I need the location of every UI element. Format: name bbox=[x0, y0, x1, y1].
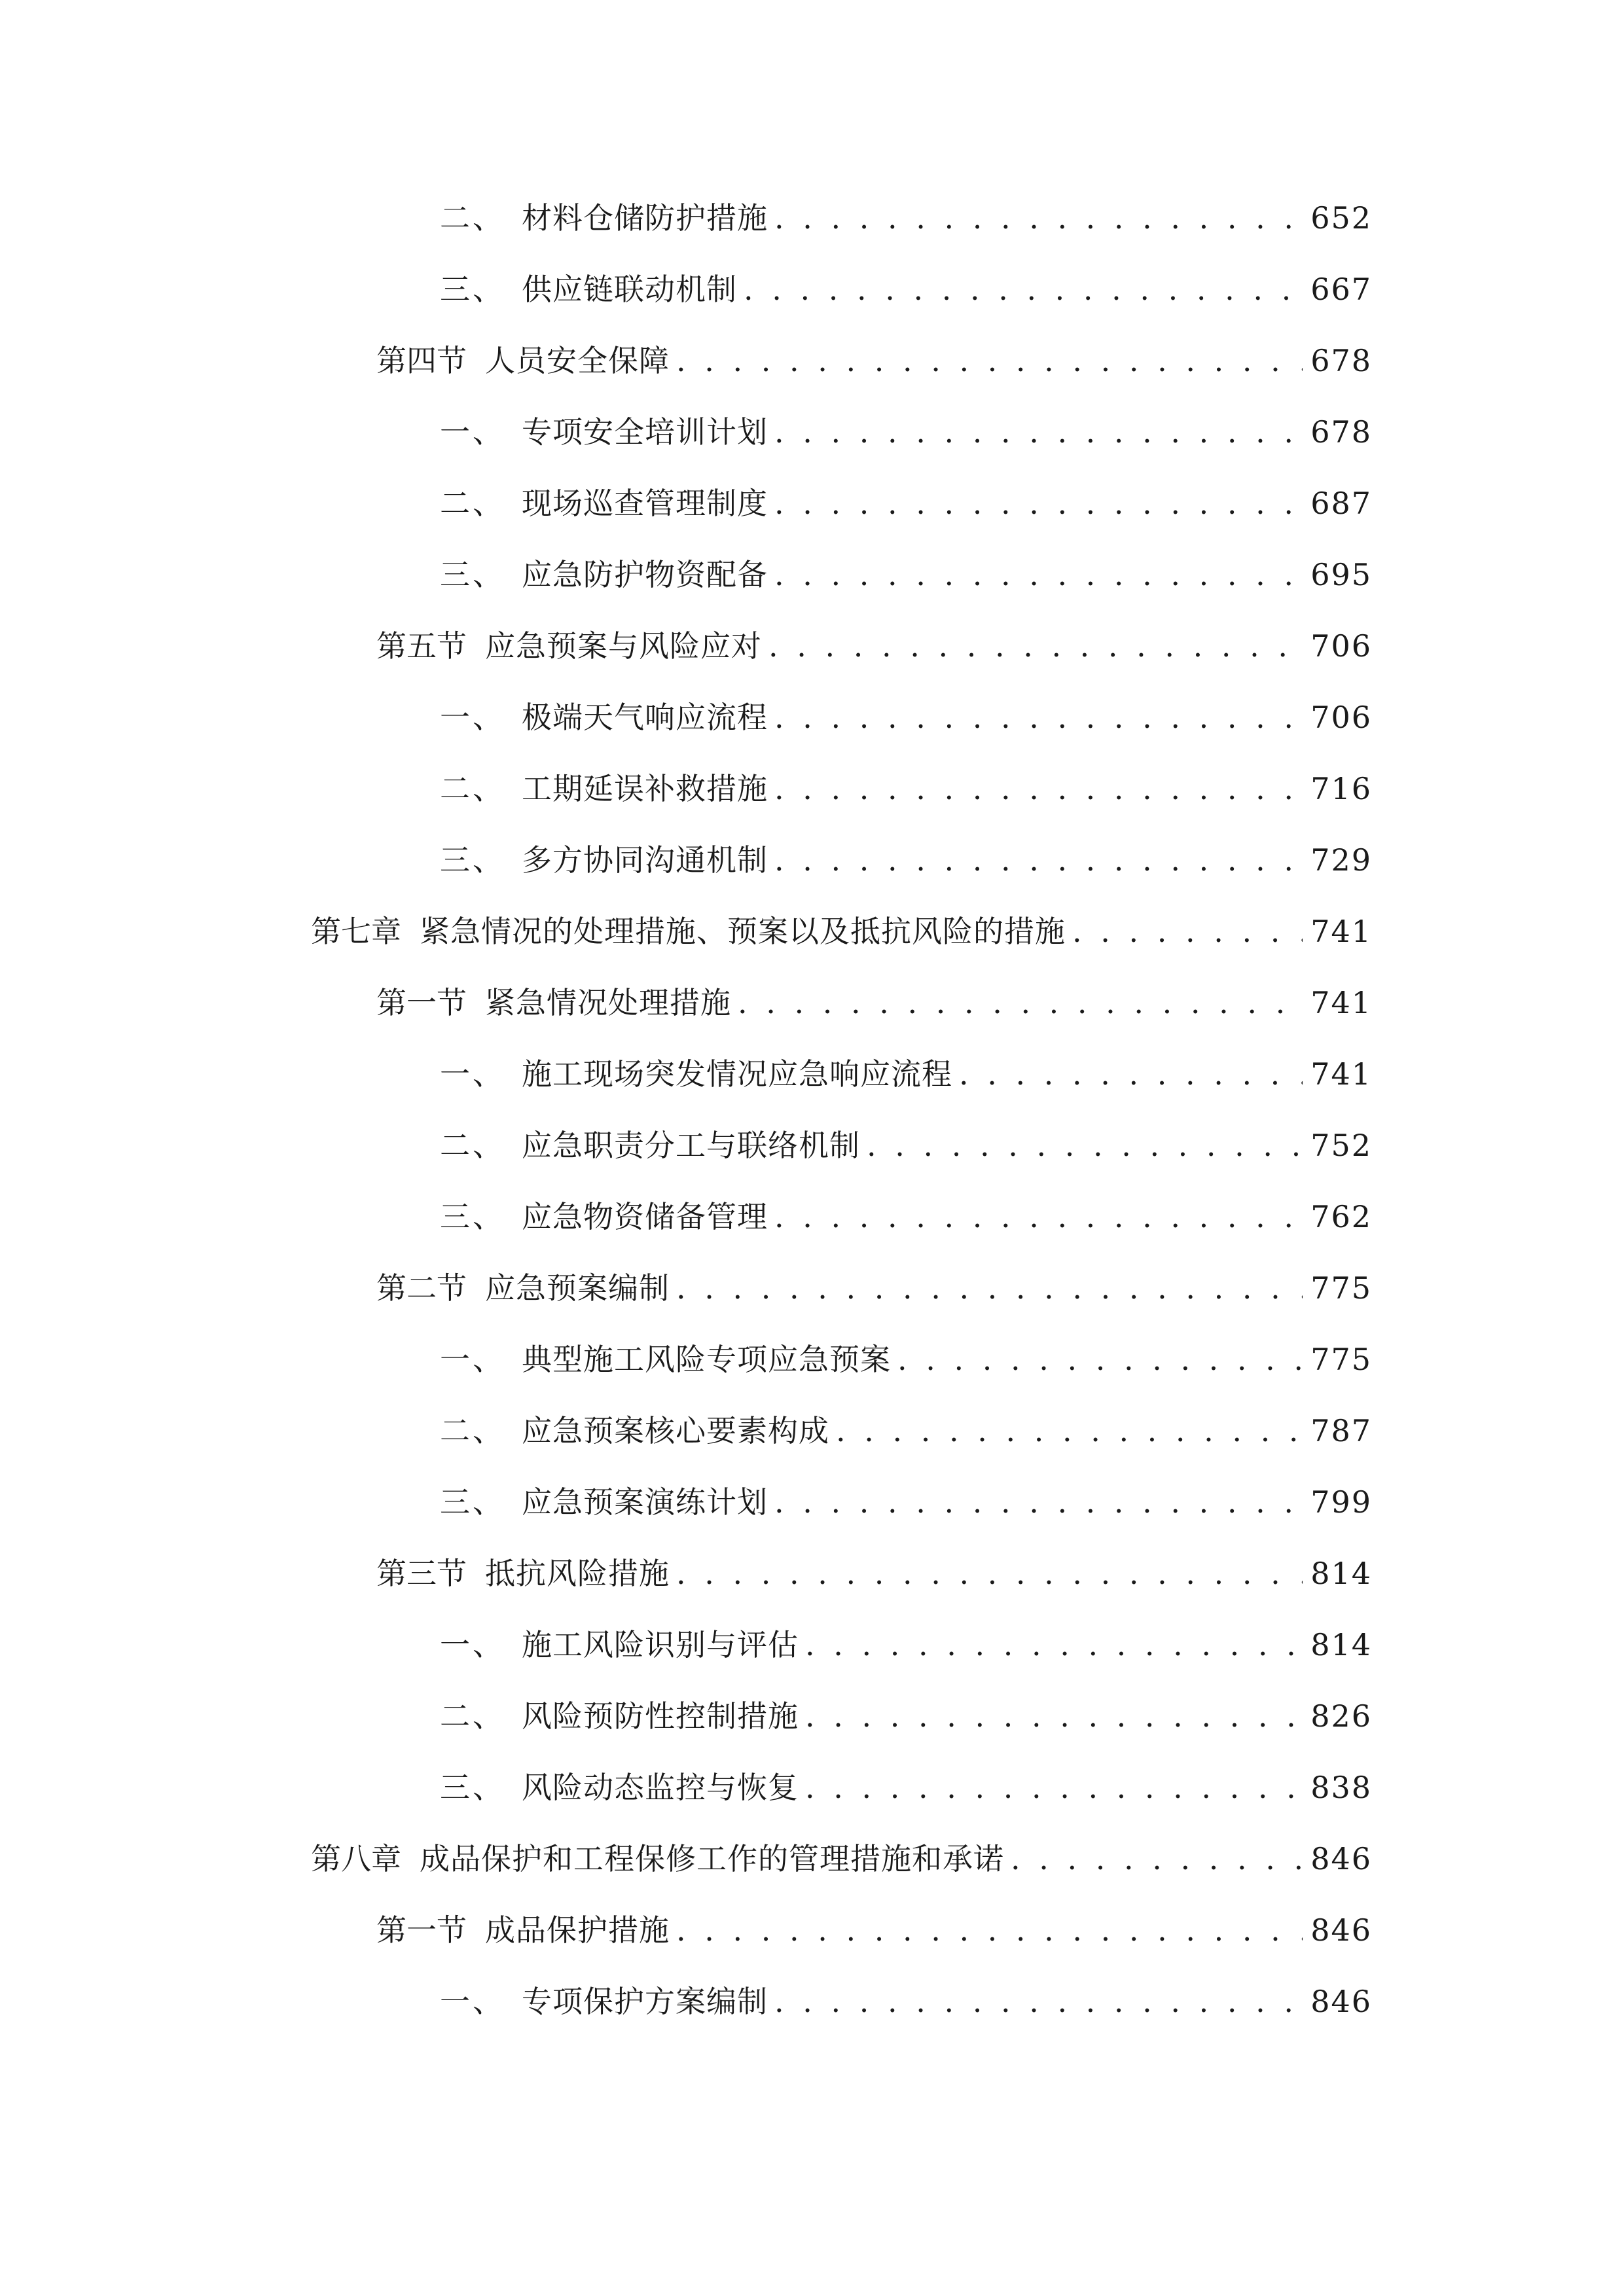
toc-entry-title: 风险预防性控制措施 bbox=[522, 1698, 799, 1734]
toc-entry-page: 687 bbox=[1310, 486, 1372, 521]
toc-dot-leader bbox=[774, 691, 1303, 744]
toc-entry[interactable] bbox=[440, 406, 1372, 458]
toc-entry[interactable] bbox=[440, 548, 1372, 601]
toc-dot-leader bbox=[805, 1619, 1303, 1671]
toc-entry-number: 二、 bbox=[440, 1413, 505, 1448]
toc-entry-title: 材料仓储防护措施 bbox=[522, 200, 768, 236]
toc-entry-number: 一、 bbox=[440, 1342, 505, 1377]
toc-entry-number: 第八章 bbox=[311, 1841, 401, 1876]
toc-entry-page: 667 bbox=[1310, 272, 1372, 307]
toc-dot-leader bbox=[836, 1405, 1303, 1457]
toc-entry-page: 775 bbox=[1310, 1342, 1372, 1377]
toc-entry-title: 紧急情况的处理措施、预案以及抵抗风险的措施 bbox=[420, 914, 1066, 949]
toc-entry-number: 二、 bbox=[440, 1128, 505, 1163]
toc-entry-number: 第四节 bbox=[376, 343, 467, 378]
toc-entry[interactable] bbox=[440, 1476, 1372, 1528]
toc-entry-page: 814 bbox=[1310, 1627, 1372, 1662]
toc-entry[interactable] bbox=[440, 1191, 1372, 1243]
toc-entry-page: 729 bbox=[1310, 842, 1372, 878]
toc-entry-page: 846 bbox=[1310, 1984, 1372, 2019]
toc-entry-number: 一、 bbox=[440, 414, 505, 450]
toc-entry[interactable] bbox=[440, 1333, 1372, 1386]
toc-entry-title: 人员安全保障 bbox=[485, 343, 670, 378]
toc-entry-title: 应急预案编制 bbox=[485, 1270, 670, 1306]
toc-dot-leader bbox=[676, 1262, 1303, 1314]
toc-dot-leader bbox=[774, 762, 1303, 815]
toc-entry[interactable] bbox=[440, 1619, 1372, 1671]
toc-entry-number: 一、 bbox=[440, 1627, 505, 1662]
toc-entry[interactable] bbox=[376, 1262, 1372, 1314]
toc-entry-page: 814 bbox=[1310, 1556, 1372, 1591]
toc-entry-page: 706 bbox=[1310, 628, 1372, 664]
toc-entry[interactable] bbox=[440, 1119, 1372, 1172]
toc-entry[interactable] bbox=[376, 334, 1372, 387]
toc-entry[interactable] bbox=[376, 620, 1372, 672]
toc-entry-title: 成品保护和工程保修工作的管理措施和承诺 bbox=[420, 1841, 1004, 1876]
toc-entry[interactable] bbox=[440, 192, 1372, 244]
toc-dot-leader bbox=[774, 406, 1303, 458]
toc-entry-number: 第三节 bbox=[376, 1556, 467, 1591]
toc-entry-title: 施工风险识别与评估 bbox=[522, 1627, 799, 1662]
toc-entry-title: 典型施工风险专项应急预案 bbox=[522, 1342, 891, 1377]
toc-entry-number: 第一节 bbox=[376, 985, 467, 1020]
toc-entry-number: 二、 bbox=[440, 486, 505, 521]
toc-dot-leader bbox=[1011, 1833, 1303, 1885]
toc-entry-number: 三、 bbox=[440, 557, 505, 592]
toc-dot-leader bbox=[774, 1191, 1303, 1243]
toc-entry-number: 第七章 bbox=[311, 914, 401, 949]
toc-dot-leader bbox=[1072, 905, 1303, 958]
toc-entry[interactable] bbox=[440, 1975, 1372, 2028]
toc-entry-page: 678 bbox=[1310, 343, 1372, 378]
toc-entry-page: 846 bbox=[1310, 1841, 1372, 1876]
toc-entry-title: 多方协同沟通机制 bbox=[522, 842, 768, 878]
toc-entry[interactable] bbox=[440, 1048, 1372, 1100]
toc-dot-leader bbox=[805, 1690, 1303, 1742]
toc-entry-page: 678 bbox=[1310, 414, 1372, 450]
toc-entry[interactable] bbox=[440, 1690, 1372, 1742]
toc-entry-title: 成品保护措施 bbox=[485, 1912, 670, 1948]
toc-dot-leader bbox=[768, 620, 1303, 672]
toc-entry-number: 第二节 bbox=[376, 1270, 467, 1306]
toc-entry[interactable] bbox=[376, 1904, 1372, 1956]
toc-entry-title: 施工现场突发情况应急响应流程 bbox=[522, 1056, 952, 1092]
toc-entry[interactable] bbox=[440, 834, 1372, 886]
toc-dot-leader bbox=[676, 1904, 1303, 1956]
toc-entry-title: 应急预案核心要素构成 bbox=[522, 1413, 829, 1448]
toc-entry-title: 应急职责分工与联络机制 bbox=[522, 1128, 860, 1163]
toc-entry-title: 应急预案演练计划 bbox=[522, 1484, 768, 1520]
toc-entry-title: 抵抗风险措施 bbox=[485, 1556, 670, 1591]
toc-entry-number: 二、 bbox=[440, 200, 505, 236]
toc-entry-title: 供应链联动机制 bbox=[522, 272, 737, 307]
toc-dot-leader bbox=[867, 1119, 1303, 1172]
toc-dot-leader bbox=[959, 1048, 1303, 1100]
toc-entry-page: 826 bbox=[1310, 1698, 1372, 1734]
toc-entry-page: 787 bbox=[1310, 1413, 1372, 1448]
toc-dot-leader bbox=[774, 1476, 1303, 1528]
toc-entry[interactable] bbox=[311, 905, 1372, 958]
toc-entry-page: 741 bbox=[1310, 1056, 1372, 1092]
toc-entry-number: 二、 bbox=[440, 1698, 505, 1734]
toc-entry[interactable] bbox=[311, 1833, 1372, 1885]
toc-entry-title: 专项安全培训计划 bbox=[522, 414, 768, 450]
toc-entry-title: 应急防护物资配备 bbox=[522, 557, 768, 592]
toc-entry-page: 752 bbox=[1310, 1128, 1372, 1163]
toc-entry-number: 三、 bbox=[440, 1199, 505, 1234]
toc-entry-page: 652 bbox=[1310, 200, 1372, 236]
toc-dot-leader bbox=[774, 477, 1303, 529]
toc-entry-title: 极端天气响应流程 bbox=[522, 700, 768, 735]
toc-dot-leader bbox=[805, 1761, 1303, 1814]
toc-entry-page: 741 bbox=[1310, 914, 1372, 949]
toc-entry-title: 现场巡查管理制度 bbox=[522, 486, 768, 521]
toc-entry-page: 716 bbox=[1310, 771, 1372, 806]
toc-dot-leader bbox=[676, 1547, 1303, 1600]
toc-entry-number: 二、 bbox=[440, 771, 505, 806]
toc-entry-page: 799 bbox=[1310, 1484, 1372, 1520]
toc-entry-title: 风险动态监控与恢复 bbox=[522, 1770, 799, 1805]
toc-entry-title: 工期延误补救措施 bbox=[522, 771, 768, 806]
toc-dot-leader bbox=[774, 548, 1303, 601]
toc-entry-page: 762 bbox=[1310, 1199, 1372, 1234]
toc-entry[interactable] bbox=[376, 977, 1372, 1029]
toc-entry[interactable] bbox=[440, 477, 1372, 529]
toc-entry-number: 三、 bbox=[440, 1484, 505, 1520]
toc-entry-number: 三、 bbox=[440, 842, 505, 878]
toc-entry[interactable] bbox=[440, 691, 1372, 744]
toc-entry-page: 706 bbox=[1310, 700, 1372, 735]
toc-entry[interactable] bbox=[440, 263, 1372, 315]
toc-entry-page: 775 bbox=[1310, 1270, 1372, 1306]
toc-dot-leader bbox=[744, 263, 1303, 315]
toc-dot-leader bbox=[897, 1333, 1303, 1386]
toc-entry[interactable] bbox=[440, 1405, 1372, 1457]
toc-entry-page: 695 bbox=[1310, 557, 1372, 592]
toc-entry[interactable] bbox=[376, 1547, 1372, 1600]
toc-entry-number: 一、 bbox=[440, 1056, 505, 1092]
toc-dot-leader bbox=[774, 192, 1303, 244]
toc-entry[interactable] bbox=[440, 762, 1372, 815]
toc-dot-leader bbox=[676, 334, 1303, 387]
toc-entry-title: 应急预案与风险应对 bbox=[485, 628, 762, 664]
toc-entry-title: 专项保护方案编制 bbox=[522, 1984, 768, 2019]
toc-entry-page: 741 bbox=[1310, 985, 1372, 1020]
toc-entry-number: 第五节 bbox=[376, 628, 467, 664]
toc-dot-leader bbox=[738, 977, 1303, 1029]
toc-entry-number: 一、 bbox=[440, 700, 505, 735]
toc-dot-leader bbox=[774, 834, 1303, 886]
toc-entry-title: 紧急情况处理措施 bbox=[485, 985, 731, 1020]
toc-entry-number: 一、 bbox=[440, 1984, 505, 2019]
toc-entry-number: 三、 bbox=[440, 1770, 505, 1805]
toc-entry[interactable] bbox=[440, 1761, 1372, 1814]
toc-entry-number: 第一节 bbox=[376, 1912, 467, 1948]
toc-dot-leader bbox=[774, 1975, 1303, 2028]
toc-entry-page: 846 bbox=[1310, 1912, 1372, 1948]
toc-entry-number: 三、 bbox=[440, 272, 505, 307]
toc-entry-page: 838 bbox=[1310, 1770, 1372, 1805]
toc-entry-title: 应急物资储备管理 bbox=[522, 1199, 768, 1234]
